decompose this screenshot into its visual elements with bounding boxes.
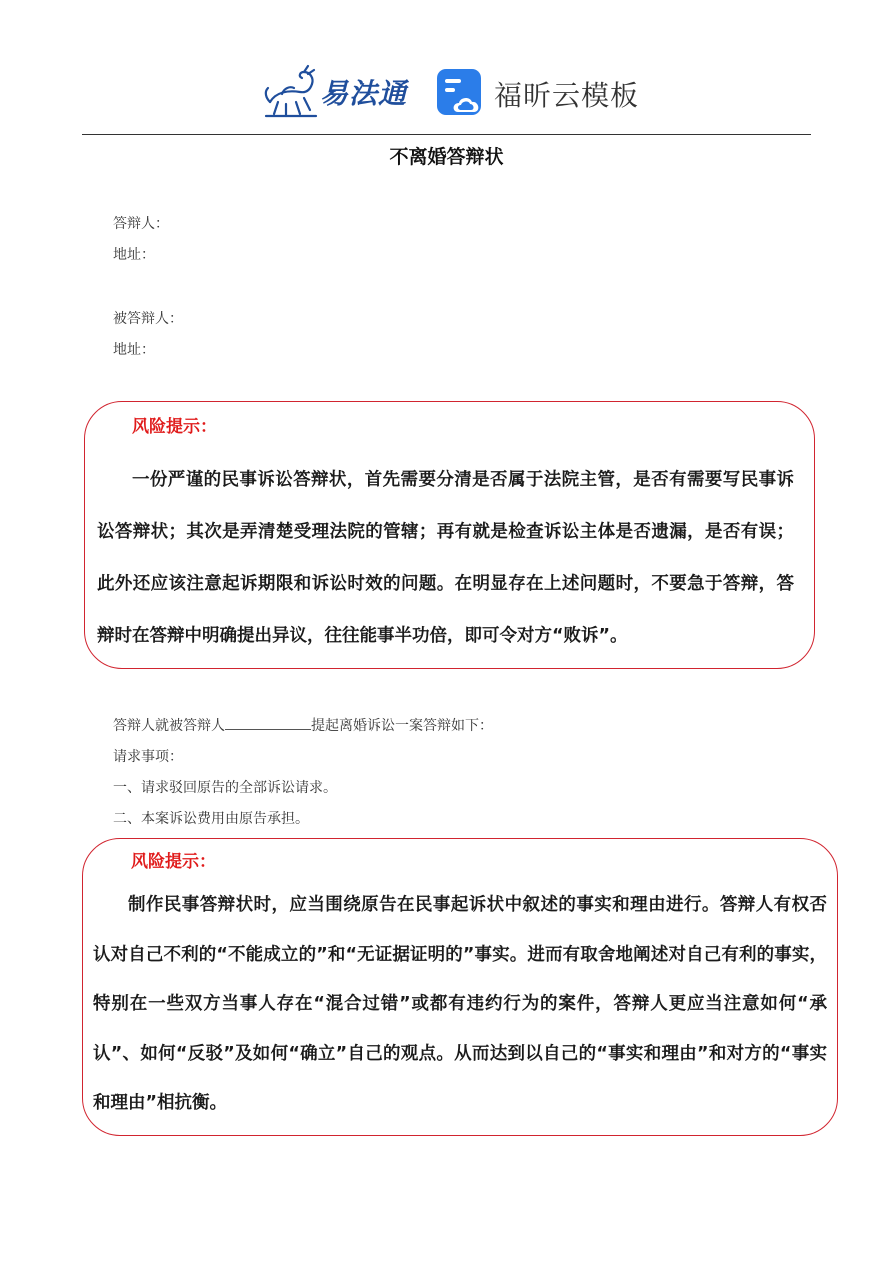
document-title: 不离婚答辩状 (389, 146, 504, 168)
opponent-label: 被答辩人： (113, 311, 183, 327)
respondent-label: 答辩人： (113, 216, 169, 232)
intro-text-after: 提起离婚诉讼一案答辩如下： (311, 718, 493, 734)
risk-notice-box-2 (82, 838, 838, 1136)
yifatong-logo-text: 易法通 (320, 77, 408, 110)
risk-notice-text: 一份严谨的民事诉讼答辩状，首先需要分清是否属于法院主管，是否有需要写民事诉讼答辩状；其次是弄清楚受理法院的管辖；再有就是检查诉讼主体是否遗漏，是否有误；此外还应该注意起诉期限和诉讼时效的问题。在明显存在上述问题时，不要急于答辩，答辩时在答辩中明确提出异议，往往能事半功倍，即可令对方“败诉”。 (97, 470, 794, 646)
claim-item-2: 二、本案诉讼费用由原告承担。 (113, 811, 309, 827)
yifatong-logo (262, 62, 412, 120)
defendant-name-blank (225, 717, 311, 730)
risk-notice-box-1 (84, 401, 815, 669)
cloud-document-icon (436, 68, 486, 118)
fuxin-logo (436, 66, 640, 120)
claims-heading: 请求事项： (113, 749, 183, 765)
header-divider (82, 134, 811, 135)
claim-item-1: 一、请求驳回原告的全部诉讼请求。 (113, 780, 337, 796)
risk-notice-text: 制作民事答辩状时，应当围绕原告在民事起诉状中叙述的事实和理由进行。答辩人有权否认对自己不利的“不能成立的”和“无证据证明的”事实。进而有取舍地阐述对自己有利的事实，特别在一些双方当事人存在“混合过错”或都有违约行为的案件，答辩人更应当注意如何“承认”、如何“反驳”及如何“确立”自己的观点。从而达到以自己的“事实和理由”和对方的“事实和理由”相抗衡。 (93, 895, 827, 1113)
intro-text-before: 答辩人就被答辩人 (113, 718, 225, 734)
header (0, 60, 893, 122)
risk-notice-title: 风险提示： (131, 852, 216, 872)
respondent-address-label: 地址： (113, 247, 155, 263)
opponent-address-label: 地址： (113, 342, 155, 358)
fuxin-logo-text: 福昕云模板 (494, 79, 640, 112)
qilin-icon (262, 62, 322, 120)
risk-notice-title: 风险提示： (132, 417, 217, 437)
intro-line (113, 715, 493, 735)
